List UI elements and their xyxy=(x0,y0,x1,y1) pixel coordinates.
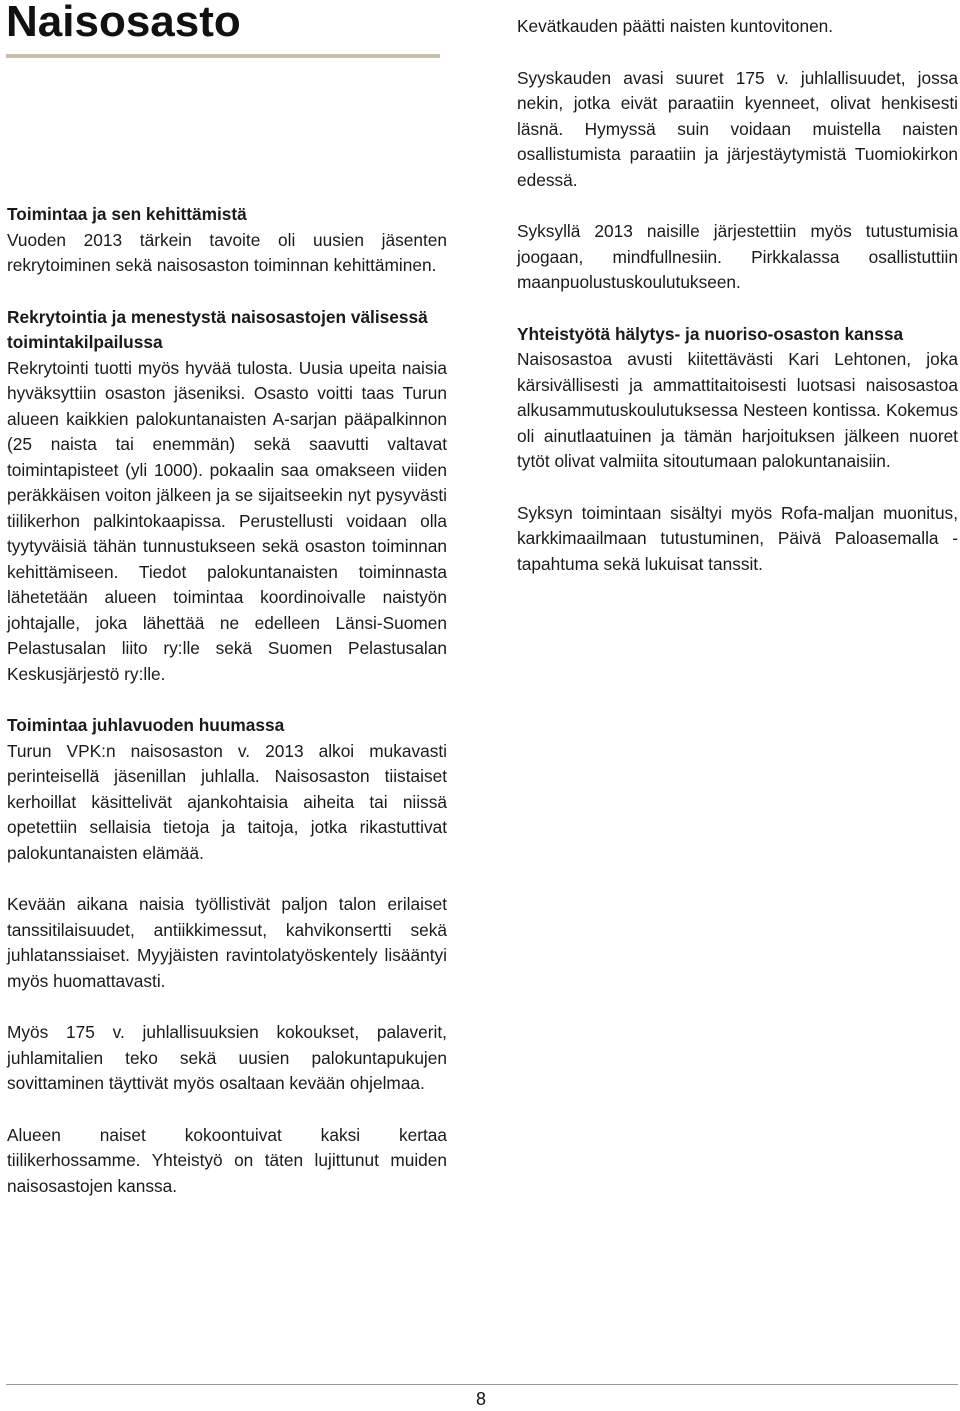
paragraph-yoga: Syksyllä 2013 naisille järjestettiin myös tutustumisia joogaan, mindfullnesiin. Pirkkalassa osallistuttiin maanpuolustuskoulutukseen. xyxy=(517,221,958,292)
page-title: Naisosasto xyxy=(6,0,241,46)
section-body: Vuoden 2013 tärkein tavoite oli uusien jäsenten rekrytoiminen sekä naisosaston toiminnan kehittäminen. xyxy=(7,229,447,275)
paragraph-meetings: Myös 175 v. juhlallisuuksien kokoukset, palaverit, juhlamitalien teko sekä uusien palokuntapukujen sovittaminen täyttivät myös osaltaan kevään ohjelmaa. xyxy=(7,1022,447,1093)
section-heading: Yhteistyötä hälytys- ja nuoriso-osaston kanssa xyxy=(517,323,904,344)
section-body: Naisosastoa avusti kiitettävästi Kari Lehtonen, joka kärsivällisesti ja ammattitaitoisesti luotsasi naisosastoa alkusammutuskoulutuksessa Nesteen kontissa. Kokemus oli ainutlaatuinen ja tämän harjoituksen jälkeen nuoret tytöt olivat valmiita sitoutumaan palokuntanaisiin. xyxy=(517,349,958,471)
section-heading: Toimintaa ja sen kehittämistä xyxy=(7,204,247,224)
right-column xyxy=(517,14,958,603)
paragraph-rofa: Syksyn toimintaan sisältyi myös Rofa-maljan muonitus, karkkimaailmaan tutustuminen, Päivä Paloasemalla -tapahtuma sekä lukuisat tanssit. xyxy=(517,502,958,574)
paragraph-spring: Kevään aikana naisia työllistivät paljon talon erilaiset tanssitilaisuudet, antiikkimessut, kahvikonsertti sekä juhlatanssiaiset. Myyjäisten ravintolatyöskentely lisääntyi myös huomattavasti. xyxy=(7,894,447,991)
section-heading: Toimintaa juhlavuoden huumassa xyxy=(7,715,285,735)
section-development xyxy=(7,202,447,279)
section-body: Turun VPK:n naisosaston v. 2013 alkoi mukavasti perinteisellä jäsenillan juhlalla. Naisosaston tiistaiset kerhoillat käsittelivät ajankohtaisia aiheita tai niissä opetettiin sellaisia tietoja ja taitoja, jotka rikastuttivat palokuntanaisten elämää. xyxy=(7,740,447,863)
paragraph-fitness: Kevätkauden päätti naisten kuntovitonen. xyxy=(517,16,834,36)
page-number: 8 xyxy=(475,1389,486,1409)
paragraph-regional: Alueen naiset kokoontuivat kaksi kertaa tiilikerhossamme. Yhteistyö on täten lujittunut muiden naisosastojen kanssa. xyxy=(7,1124,447,1196)
section-anniversary xyxy=(7,713,447,866)
section-recruitment xyxy=(7,305,447,688)
section-heading: Rekrytointia ja menestystä naisosastojen välisessä toimintakilpailussa xyxy=(7,306,428,352)
title-underline xyxy=(6,54,440,58)
left-column xyxy=(7,202,447,1225)
paragraph-autumn: Syyskauden avasi suuret 175 v. juhlallisuudet, jossa nekin, jotka eivät paraatiin kyenneet, olivat henkisesti läsnä. Hymyssä suin voidaan muistella naisten osallistumista paraatiin ja järjestäytymistä Tuomiokirkon edessä. xyxy=(517,67,958,190)
section-cooperation xyxy=(517,322,958,475)
footer-divider xyxy=(6,1384,958,1385)
section-body: Rekrytointi tuotti myös hyvää tulosta. Uusia upeita naisia hyväksyttiin osaston jäseniksi. Osasto voitti taas Turun alueen kaikkien palokuntanaisten A-sarjan pääpalkinnon (25 naista tai enemmän) sekä saavutti valtavat toimintapisteet (yli 1000). pokaalin saa omakseen viiden peräkkäisen voiton jälkeen ja se sijaitseekin nyt pysyvästi tiilikerhon palkintokaapissa. Perustellusti voidaan olla tyytyväisiä tähän tunnustukseen sekä osaston toiminnan kehittämiseen. Tiedot palokuntanaisten toiminnasta lähetetään alueen toimintaa koordinoivalle naistyön johtajalle, joka lähettää ne edelleen Länsi-Suomen Pelastusalan liito ry:lle sekä Suomen Pelastusalan Keskusjärjestö ry:lle. xyxy=(7,357,447,684)
